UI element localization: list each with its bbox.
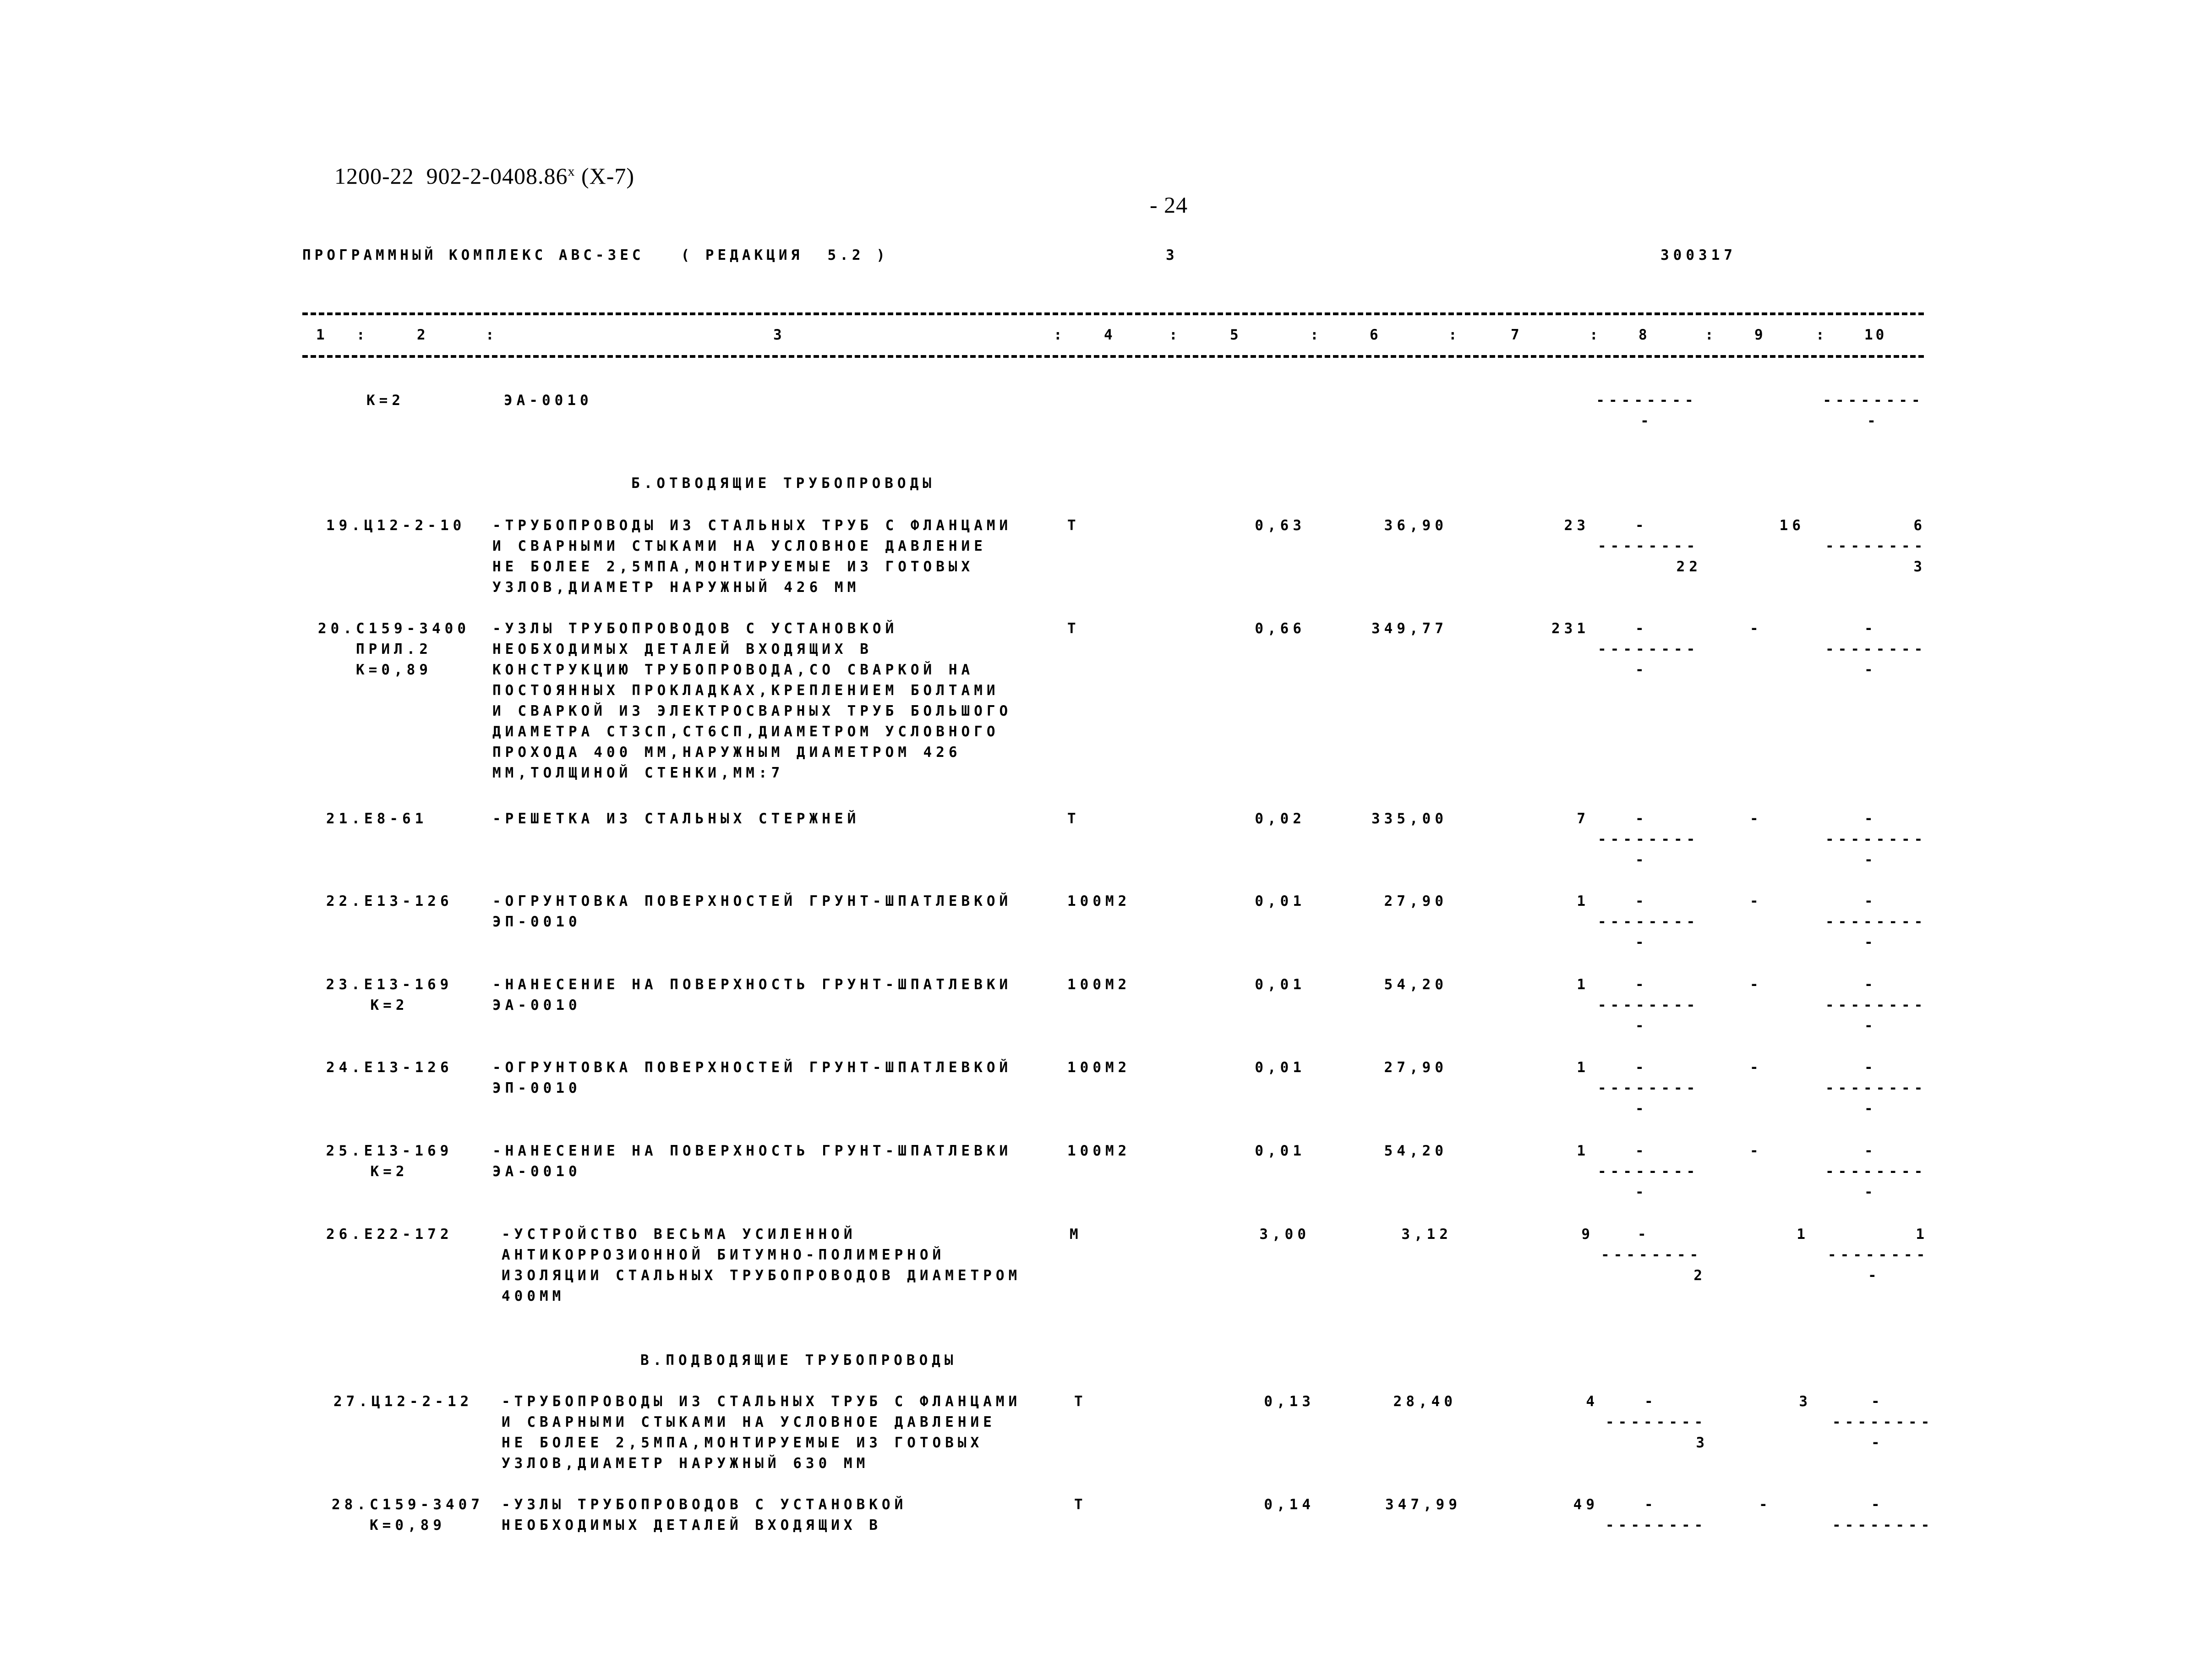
row-price: 36,90 [1384, 517, 1447, 534]
row-quantity: 0,02 [1255, 811, 1305, 827]
col-sep: : [356, 327, 368, 343]
col8-value: - [1635, 517, 1648, 534]
col7-value: 231 [1551, 620, 1589, 637]
col10-lower-value: - [1864, 852, 1877, 868]
col10-lower-value: - [1864, 662, 1877, 678]
row-code: 24.Е13-126 [326, 1059, 453, 1076]
col8-lower-value: - [1635, 662, 1648, 678]
col7-value: 23 [1564, 517, 1589, 534]
program-title: ПРОГРАММНЫЙ КОМПЛЕКС АВС-ЗЕС ( РЕДАКЦИЯ 5.2 ) [302, 247, 889, 263]
col8-value: - [1640, 413, 1653, 429]
table-top-rule [302, 312, 1924, 315]
col-2-header: 2 [417, 327, 428, 343]
col8-lower-value: 2 [1693, 1267, 1706, 1284]
col10-value: - [1864, 1059, 1877, 1076]
col7-value: 7 [1577, 811, 1589, 827]
col8-value: - [1644, 1496, 1657, 1513]
col10-dash-line: -------- [1825, 538, 1927, 554]
row-code: 28.С159-3407 К=0,89 [332, 1496, 484, 1534]
col-6-header: 6 [1370, 327, 1381, 343]
col10-dash-line: -------- [1828, 1247, 1929, 1263]
col7-value: 9 [1581, 1226, 1594, 1243]
col9-value: - [1750, 976, 1763, 993]
row-price: 335,00 [1371, 811, 1447, 827]
col8-dash-line: -------- [1598, 538, 1699, 554]
section-heading: В.ПОДВОДЯЩИЕ ТРУБОПРОВОДЫ [640, 1352, 957, 1369]
col8-dash-line: -------- [1598, 914, 1699, 930]
col8-lower-value: - [1635, 1101, 1648, 1117]
col8-lower-value: - [1635, 1018, 1648, 1034]
col8-dash-line: -------- [1606, 1517, 1707, 1534]
row-quantity: 0,63 [1255, 517, 1305, 534]
col10-value: - [1864, 620, 1877, 637]
row-description: -УСТРОЙСТВО ВЕСЬМА УСИЛЕННОЙ АНТИКОРРОЗИОННОЙ БИТУМНО-ПОЛИМЕРНОЙ ИЗОЛЯЦИИ СТАЛЬНЫХ ТРУБОПРОВОДОВ ДИАМЕТРОМ 400ММ [502, 1226, 1021, 1304]
row-quantity: 0,01 [1255, 1143, 1305, 1159]
col10-dash-line: -------- [1825, 1080, 1927, 1096]
row-unit: 100М2 [1067, 976, 1131, 993]
col-3-header: 3 [773, 327, 785, 343]
stamp-text: 1200-22 902-2-0408.86 [334, 163, 568, 189]
col-sep: : [1310, 327, 1322, 343]
col10-value: - [1867, 413, 1880, 429]
row-price: 27,90 [1384, 1059, 1447, 1076]
col10-dash-line: -------- [1825, 914, 1927, 930]
col9-value: - [1750, 620, 1763, 637]
row-unit: 100М2 [1067, 1143, 1131, 1159]
col8-value: - [1644, 1393, 1657, 1410]
row-description: -УЗЛЫ ТРУБОПРОВОДОВ С УСТАНОВКОЙ НЕОБХОДИМЫХ ДЕТАЛЕЙ ВХОДЯЩИХ В КОНСТРУКЦИЮ ТРУБОПРОВОДА,СО СВАРКОЙ НА ПОСТОЯННЫХ ПРОКЛАДКАХ,КРЕПЛЕНИЕМ БОЛТАМИ И СВАРКОЙ ИЗ ЭЛЕКТРОСВАРНЫХ ТРУБ БОЛЬШОГО ДИАМЕТРА СТ3СП,СТ6СП,ДИАМЕТРОМ УСЛОВНОГО ПРОХОДА 400 ММ,НАРУЖНЫМ ДИАМЕТРОМ 426 ММ,ТОЛЩИНОЙ СТЕНКИ,ММ:7 [492, 620, 1012, 781]
row-description: -НАНЕСЕНИЕ НА ПОВЕРХНОСТЬ ГРУНТ-ШПАТЛЕВКИ ЭА-0010 [492, 976, 1012, 1013]
program-code: 300317 [1660, 247, 1737, 263]
row-description: -НАНЕСЕНИЕ НА ПОВЕРХНОСТЬ ГРУНТ-ШПАТЛЕВКИ ЭА-0010 [492, 1143, 1012, 1180]
row-unit: Т [1067, 620, 1080, 637]
row-quantity: 0,01 [1255, 976, 1305, 993]
col10-lower-value: - [1871, 1435, 1884, 1451]
col-4-header: 4 [1104, 327, 1115, 343]
row-unit: Т [1074, 1496, 1087, 1513]
row-description: -ОГРУНТОВКА ПОВЕРХНОСТЕЙ ГРУНТ-ШПАТЛЕВКОЙ ЭП-0010 [492, 893, 1012, 930]
col9-value: - [1759, 1496, 1772, 1513]
row-description: -ТРУБОПРОВОДЫ ИЗ СТАЛЬНЫХ ТРУБ С ФЛАНЦАМИ И СВАРНЫМИ СТЫКАМИ НА УСЛОВНОЕ ДАВЛЕНИЕ НЕ БОЛЕЕ 2,5МПА,МОНТИРУЕМЫЕ ИЗ ГОТОВЫХ УЗЛОВ,ДИАМЕТР НАРУЖНЫЙ 630 ММ [502, 1393, 1021, 1472]
col10-lower-value: - [1864, 1101, 1877, 1117]
col10-value: - [1864, 893, 1877, 909]
col8-value: - [1635, 811, 1648, 827]
col-10-header: 10 [1864, 327, 1887, 343]
col10-value: - [1864, 976, 1877, 993]
col7-value: 1 [1577, 1143, 1589, 1159]
col8-value: - [1635, 620, 1648, 637]
col-sep: : [486, 327, 497, 343]
row-unit: 100М2 [1067, 893, 1131, 909]
col10-lower-value: - [1864, 1184, 1877, 1200]
col-9-header: 9 [1754, 327, 1766, 343]
row-code: 20.С159-3400 ПРИЛ.2 К=0,89 [318, 620, 470, 678]
col9-value: - [1750, 1059, 1763, 1076]
col-sep: : [1816, 327, 1827, 343]
col9-value: 3 [1799, 1393, 1812, 1410]
stamp-superscript: x [568, 164, 575, 179]
row-quantity: 3,00 [1259, 1226, 1310, 1243]
col8-value: - [1635, 976, 1648, 993]
col10-dash-line: -------- [1825, 997, 1927, 1013]
row-description: -РЕШЕТКА ИЗ СТАЛЬНЫХ СТЕРЖНЕЙ [492, 811, 860, 827]
sheet-number: 3 [1166, 247, 1179, 263]
row-quantity: 0,66 [1255, 620, 1305, 637]
col10-lower-value: - [1864, 934, 1877, 951]
col8-dash-line: -------- [1598, 1163, 1699, 1180]
col-sep: : [1589, 327, 1601, 343]
col10-lower-value: - [1864, 1018, 1877, 1034]
col10-dash-line: -------- [1832, 1414, 1934, 1430]
table-header-rule [302, 355, 1924, 358]
col7-value: 1 [1577, 893, 1589, 909]
col-sep: : [1705, 327, 1716, 343]
col8-dash-line: -------- [1601, 1247, 1703, 1263]
col-7-header: 7 [1511, 327, 1522, 343]
col8-value: - [1635, 1143, 1648, 1159]
col8-dash-line: -------- [1598, 641, 1699, 657]
col8-lower-value: - [1635, 1184, 1648, 1200]
row-unit: М [1070, 1226, 1082, 1243]
stamp-suffix: (X-7) [575, 163, 635, 189]
col7-value: 1 [1577, 976, 1589, 993]
col10-value: - [1871, 1496, 1884, 1513]
row-price: 3,12 [1401, 1226, 1452, 1243]
col8-dash-line: -------- [1598, 1080, 1699, 1096]
row-description: -УЗЛЫ ТРУБОПРОВОДОВ С УСТАНОВКОЙ НЕОБХОДИМЫХ ДЕТАЛЕЙ ВХОДЯЩИХ В [502, 1496, 907, 1534]
row-price: 347,99 [1385, 1496, 1461, 1513]
col8-dash-line: -------- [1598, 831, 1699, 848]
col-8-header: 8 [1639, 327, 1650, 343]
col10-value: 6 [1913, 517, 1926, 534]
col-sep: : [1054, 327, 1065, 343]
col10-value: - [1864, 1143, 1877, 1159]
col8-lower-value: 3 [1696, 1435, 1709, 1451]
row-price: 54,20 [1384, 976, 1447, 993]
row-unit: 100М2 [1067, 1059, 1131, 1076]
row-quantity: 0,13 [1264, 1393, 1315, 1410]
row-description: -ТРУБОПРОВОДЫ ИЗ СТАЛЬНЫХ ТРУБ С ФЛАНЦАМИ И СВАРНЫМИ СТЫКАМИ НА УСЛОВНОЕ ДАВЛЕНИЕ НЕ БОЛЕЕ 2,5МПА,МОНТИРУЕМЫЕ ИЗ ГОТОВЫХ УЗЛОВ,ДИАМЕТР НАРУЖНЫЙ 426 ММ [492, 517, 1012, 596]
row-quantity: 0,01 [1255, 893, 1305, 909]
row-code: 23.Е13-169 К=2 [326, 976, 453, 1013]
col10-dash-line: -------- [1825, 831, 1927, 848]
col10-value: - [1864, 811, 1877, 827]
col10-dash-line: -------- [1823, 392, 1924, 409]
row-code: К=2 [366, 392, 404, 409]
document-stamp [334, 163, 634, 189]
row-quantity: 0,14 [1264, 1496, 1315, 1513]
col8-value: - [1635, 893, 1648, 909]
row-code: 27.Ц12-2-12 [333, 1393, 473, 1410]
col8-value: - [1638, 1226, 1650, 1243]
row-code: 26.Е22-172 [326, 1226, 453, 1243]
col-sep: : [1448, 327, 1460, 343]
row-unit: Т [1067, 811, 1080, 827]
col8-value: - [1635, 1059, 1648, 1076]
row-description: -ОГРУНТОВКА ПОВЕРХНОСТЕЙ ГРУНТ-ШПАТЛЕВКОЙ ЭП-0010 [492, 1059, 1012, 1096]
col7-value: 1 [1577, 1059, 1589, 1076]
row-description: ЭА-0010 [504, 392, 593, 409]
row-code: 19.Ц12-2-10 [326, 517, 466, 534]
col10-dash-line: -------- [1825, 641, 1927, 657]
col10-value: - [1871, 1393, 1884, 1410]
col8-lower-value: - [1635, 934, 1648, 951]
col7-value: 4 [1586, 1393, 1599, 1410]
col8-dash-line: -------- [1598, 997, 1699, 1013]
col10-value: 1 [1916, 1226, 1928, 1243]
col9-value: - [1750, 811, 1763, 827]
col10-dash-line: -------- [1832, 1517, 1934, 1534]
row-price: 54,20 [1384, 1143, 1447, 1159]
row-price: 27,90 [1384, 893, 1447, 909]
col8-lower-value: - [1635, 852, 1648, 868]
col-1-header: 1 [316, 327, 328, 343]
section-heading: Б.ОТВОДЯЩИЕ ТРУБОПРОВОДЫ [631, 475, 935, 492]
col9-value: - [1750, 893, 1763, 909]
col8-dash-line: -------- [1596, 392, 1698, 409]
col-sep: : [1169, 327, 1180, 343]
row-code: 22.Е13-126 [326, 893, 453, 909]
col8-dash-line: -------- [1606, 1414, 1707, 1430]
col9-value: 16 [1779, 517, 1805, 534]
page-number: - 24 [1150, 192, 1188, 218]
col10-dash-line: -------- [1825, 1163, 1927, 1180]
row-price: 349,77 [1371, 620, 1447, 637]
row-price: 28,40 [1393, 1393, 1457, 1410]
col-5-header: 5 [1230, 327, 1241, 343]
col10-lower-value: 3 [1913, 559, 1926, 575]
col7-value: 49 [1573, 1496, 1599, 1513]
row-code: 25.Е13-169 К=2 [326, 1143, 453, 1180]
col8-lower-value: 22 [1676, 559, 1702, 575]
col9-value: - [1750, 1143, 1763, 1159]
row-unit: Т [1074, 1393, 1087, 1410]
row-quantity: 0,01 [1255, 1059, 1305, 1076]
col10-lower-value: - [1868, 1267, 1881, 1284]
row-unit: Т [1067, 517, 1080, 534]
col9-value: 1 [1797, 1226, 1809, 1243]
row-code: 21.Е8-61 [326, 811, 428, 827]
